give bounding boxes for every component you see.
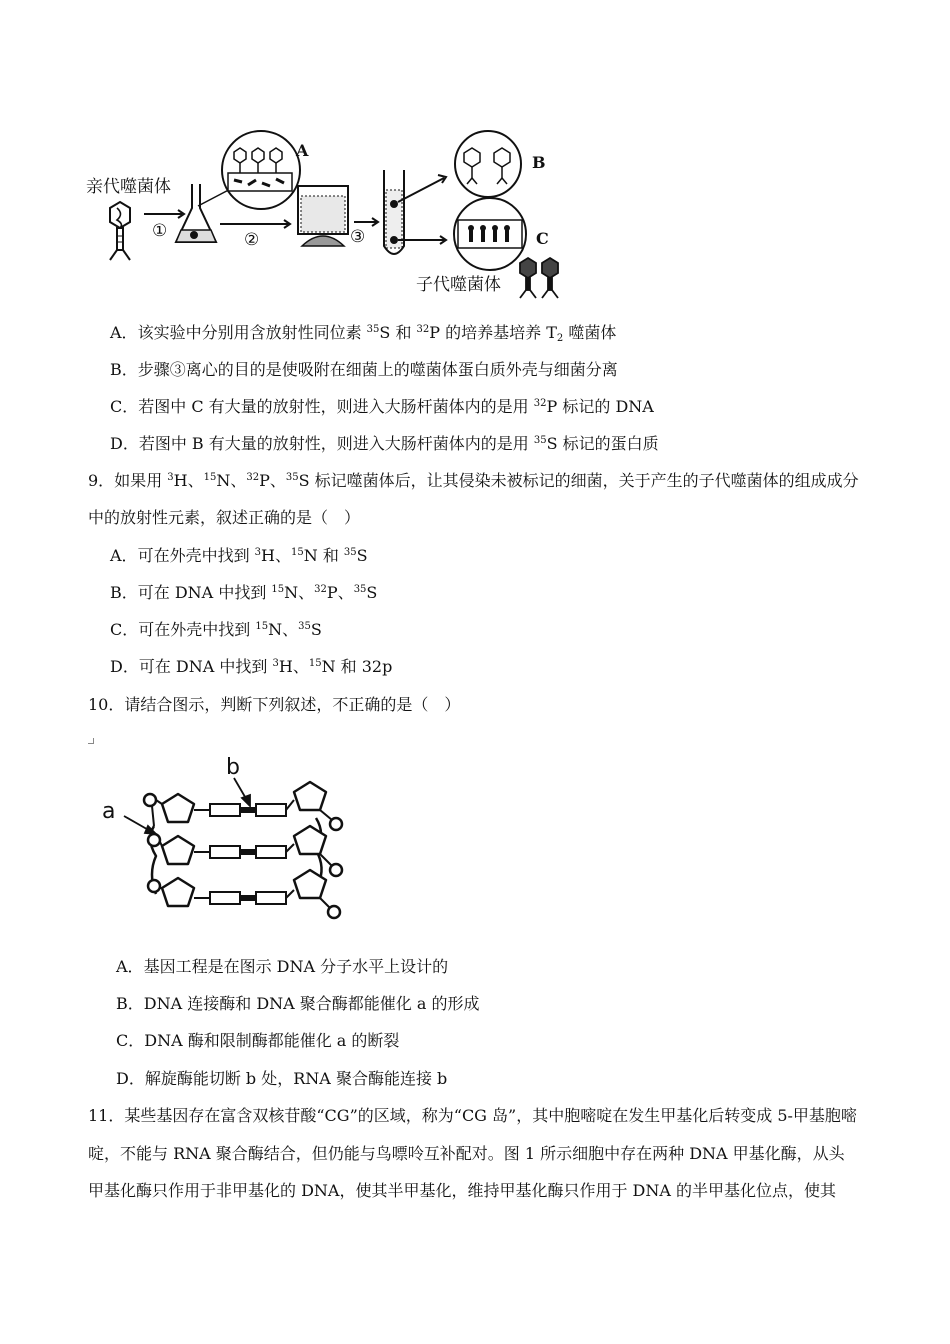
q10-option-b: B．DNA 连接酶和 DNA 聚合酶都能催化 a 的形成 bbox=[116, 994, 480, 1013]
q11-stem-line1: 11．某些基因存在富含双核苷酸“CG”的区域，称为“CG 岛”，其中胞嘧啶在发生甲基化后转变成 5-甲基胞嘧 bbox=[88, 1106, 857, 1125]
q9-option-c: C．可在外壳中找到 $^{15}$N、$^{35}$S bbox=[110, 620, 322, 639]
label-b: B bbox=[532, 153, 546, 172]
q11-stem-line2: 啶，不能与 RNA 聚合酶结合，但仍能与鸟嘌呤互补配对。图 1 所示细胞中存在两种 DNA 甲基化酶，从头 bbox=[88, 1144, 845, 1163]
q10-option-d: D．解旋酶能切断 b 处，RNA 聚合酶能连接 b bbox=[116, 1069, 448, 1088]
q8-option-a: A．该实验中分别用含放射性同位素 $^{35}$S 和 $^{32}$P 的培养基培养 $T_2$ 噬菌体 bbox=[110, 323, 617, 344]
step1-label: ① bbox=[152, 221, 168, 241]
precipitate-zoom-circle bbox=[454, 198, 526, 270]
q10-option-a: A．基因工程是在图示 DNA 分子水平上设计的 bbox=[116, 957, 449, 976]
q8-option-d: D．若图中 B 有大量的放射性，则进入大肠杆菌体内的是用 $^{35}$S 标记的蛋白质 bbox=[110, 434, 659, 453]
beaker-icon bbox=[298, 186, 348, 246]
child-phage-icon bbox=[520, 258, 558, 298]
label-a: a bbox=[102, 799, 116, 824]
q9-option-d: D．可在 DNA 中找到 $^3$H、$^{15}$N 和 32p bbox=[110, 657, 393, 676]
q10-stem: 10．请结合图示，判断下列叙述，不正确的是（ ） bbox=[88, 695, 461, 714]
dna-structure-figure bbox=[98, 752, 358, 932]
q11-stem-line3: 甲基化酶只作用于非甲基化的 DNA，使其半甲基化，维持甲基化酶只作用于 DNA 的半甲基化位点，使其 bbox=[88, 1181, 837, 1200]
q9-stem-line1: 9．如果用 $^3$H、$^{15}$N、$^{32}$P、$^{35}$S 标记噬菌体后，让其侵染未被标记的细菌，关于产生的子代噬菌体的组成成分 bbox=[88, 471, 859, 490]
q9-stem-line2: 中的放射性元素，叙述正确的是（ ） bbox=[88, 508, 361, 527]
supernatant-zoom-circle bbox=[455, 131, 521, 197]
q8-option-b: B．步骤③离心的目的是使吸附在细菌上的噬菌体蛋白质外壳与细菌分离 bbox=[110, 360, 618, 379]
label-c: C bbox=[536, 229, 549, 248]
q10-option-c: C．DNA 酶和限制酶都能催化 a 的断裂 bbox=[116, 1031, 400, 1050]
step3-label: ③ bbox=[350, 227, 366, 247]
corner-mark bbox=[88, 738, 94, 744]
q9-option-a: A．可在外壳中找到 $^3$H、$^{15}$N 和 $^{35}$S bbox=[110, 546, 368, 565]
step2-label: ② bbox=[244, 230, 260, 250]
label-a: A bbox=[296, 141, 309, 160]
child-phage-label: 子代噬菌体 bbox=[416, 275, 501, 295]
q8-option-c: C．若图中 C 有大量的放射性，则进入大肠杆菌体内的是用 $^{32}$P 标记的 DNA bbox=[110, 397, 654, 416]
infection-zoom-circle bbox=[198, 131, 300, 209]
phage-experiment-figure bbox=[80, 128, 570, 300]
parent-phage-label: 亲代噬菌体 bbox=[86, 177, 171, 197]
q9-option-b: B．可在 DNA 中找到 $^{15}$N、$^{32}$P、$^{35}$S bbox=[110, 583, 378, 602]
label-b: b bbox=[226, 755, 240, 780]
parent-phage-icon bbox=[110, 202, 130, 260]
test-tube-icon bbox=[384, 170, 404, 254]
